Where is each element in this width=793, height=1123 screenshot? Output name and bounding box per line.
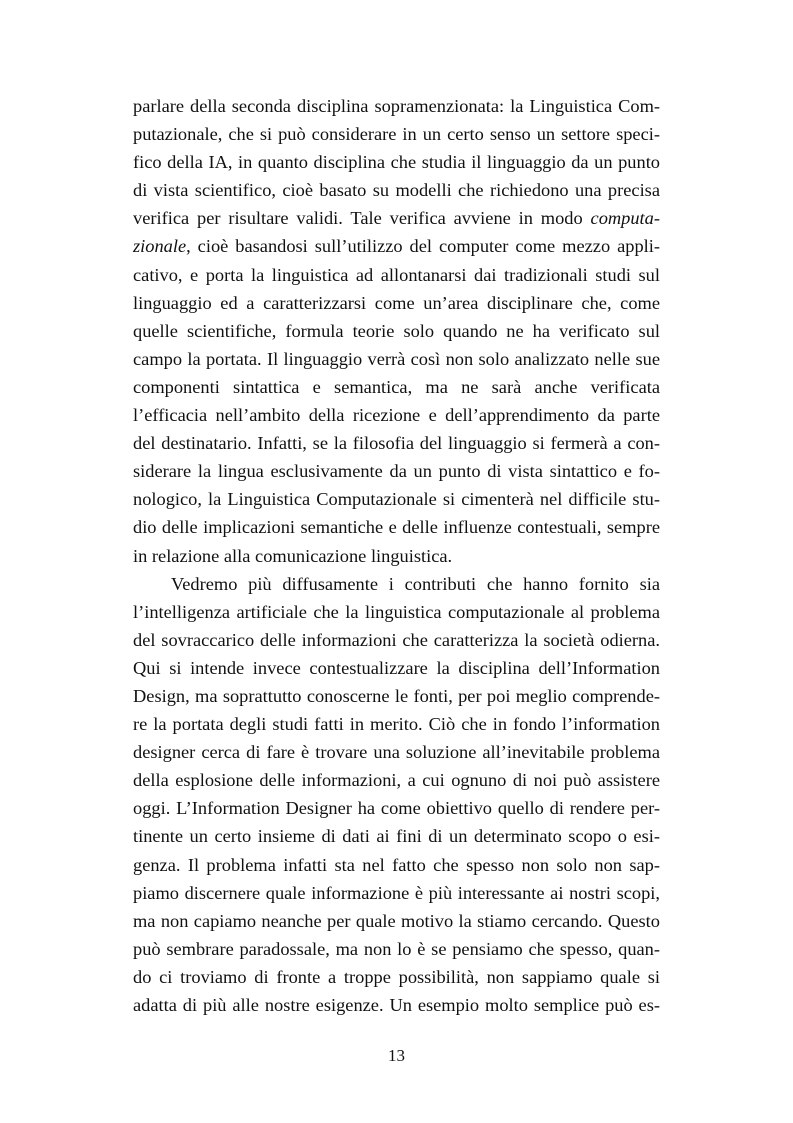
text-line: do ci troviamo di fronte a troppe possibilità, non sappiamo quale si — [133, 966, 660, 987]
paragraph-1 — [133, 92, 660, 570]
text-line: della esplosione delle informazioni, a cui ognuno di noi può assistere — [133, 770, 660, 791]
text-line: oggi. L’Information Designer ha come obiettivo quello di rendere per- — [133, 798, 660, 819]
text-line: fico della IA, in quanto disciplina che studia il linguaggio da un punto — [133, 152, 660, 173]
text-line: componenti sintattica e semantica, ma ne sarà anche verificata — [133, 376, 660, 397]
text-line: in relazione alla comunicazione linguistica. — [133, 545, 453, 566]
text-line: può sembrare paradossale, ma non lo è se pensiamo che spesso, quan- — [133, 938, 660, 959]
text-line: del destinatario. Infatti, se la filosofia del linguaggio si fermerà a con- — [133, 433, 660, 454]
text-line: quelle scientifiche, formula teorie solo quando ne ha verificato sul — [133, 320, 660, 341]
text-line: zionale, cioè basandosi sull’utilizzo del computer come mezzo appli- — [133, 236, 660, 257]
text-line: Vedremo più diffusamente i contributi che hanno fornito sia — [171, 573, 660, 594]
text-line: l’efficacia nell’ambito della ricezione e dell’apprendimento da parte — [133, 405, 660, 426]
text-line: cativo, e porta la linguistica ad allontanarsi dai tradizionali studi sul — [133, 264, 660, 285]
text-line: del sovraccarico delle informazioni che caratterizza la società odierna. — [133, 629, 660, 650]
text-line: genza. Il problema infatti sta nel fatto che spesso non solo non sap- — [133, 854, 660, 875]
text-line: linguaggio ed a caratterizzarsi come un’area disciplinare che, come — [133, 292, 660, 313]
text-line: re la portata degli studi fatti in merito. Ciò che in fondo l’information — [133, 714, 660, 735]
text-line: ma non capiamo neanche per quale motivo la stiamo cercando. Questo — [133, 910, 660, 931]
text-line: putazionale, che si può considerare in un certo senso un settore speci- — [133, 124, 660, 145]
text-line: dio delle implicazioni semantiche e delle influenze contestuali, sempre — [133, 517, 660, 538]
page-number: 13 — [388, 1046, 405, 1065]
text-line: Design, ma soprattutto conoscerne le fonti, per poi meglio comprende- — [133, 685, 660, 706]
text-line: designer cerca di fare è trovare una soluzione all’inevitabile problema — [133, 742, 660, 763]
body-text — [133, 92, 660, 1019]
text-line: tinente un certo insieme di dati ai fini di un determinato scopo o esi- — [133, 826, 660, 847]
text-line: parlare della seconda disciplina sopramenzionata: la Linguistica Com- — [133, 96, 660, 116]
text-line: l’intelligenza artificiale che la linguistica computazionale al problema — [133, 601, 660, 622]
text-line: piamo discernere quale informazione è più interessante ai nostri scopi, — [133, 882, 660, 903]
text-line: di vista scientifico, cioè basato su modelli che richiedono una precisa — [133, 180, 660, 201]
paragraph-2 — [133, 570, 660, 1020]
text-line: adatta di più alle nostre esigenze. Un esempio molto semplice può es- — [133, 995, 660, 1015]
text-line: nologico, la Linguistica Computazionale si cimenterà nel difficile stu- — [133, 489, 660, 510]
text-line: verifica per risultare validi. Tale verifica avviene in modo computa- — [133, 208, 660, 229]
text-line: Qui si intende invece contestualizzare la disciplina dell’Information — [133, 657, 660, 678]
text-line: siderare la lingua esclusivamente da un punto di vista sintattico e fo- — [133, 461, 660, 482]
text-line: campo la portata. Il linguaggio verrà così non solo analizzato nelle sue — [133, 348, 660, 369]
